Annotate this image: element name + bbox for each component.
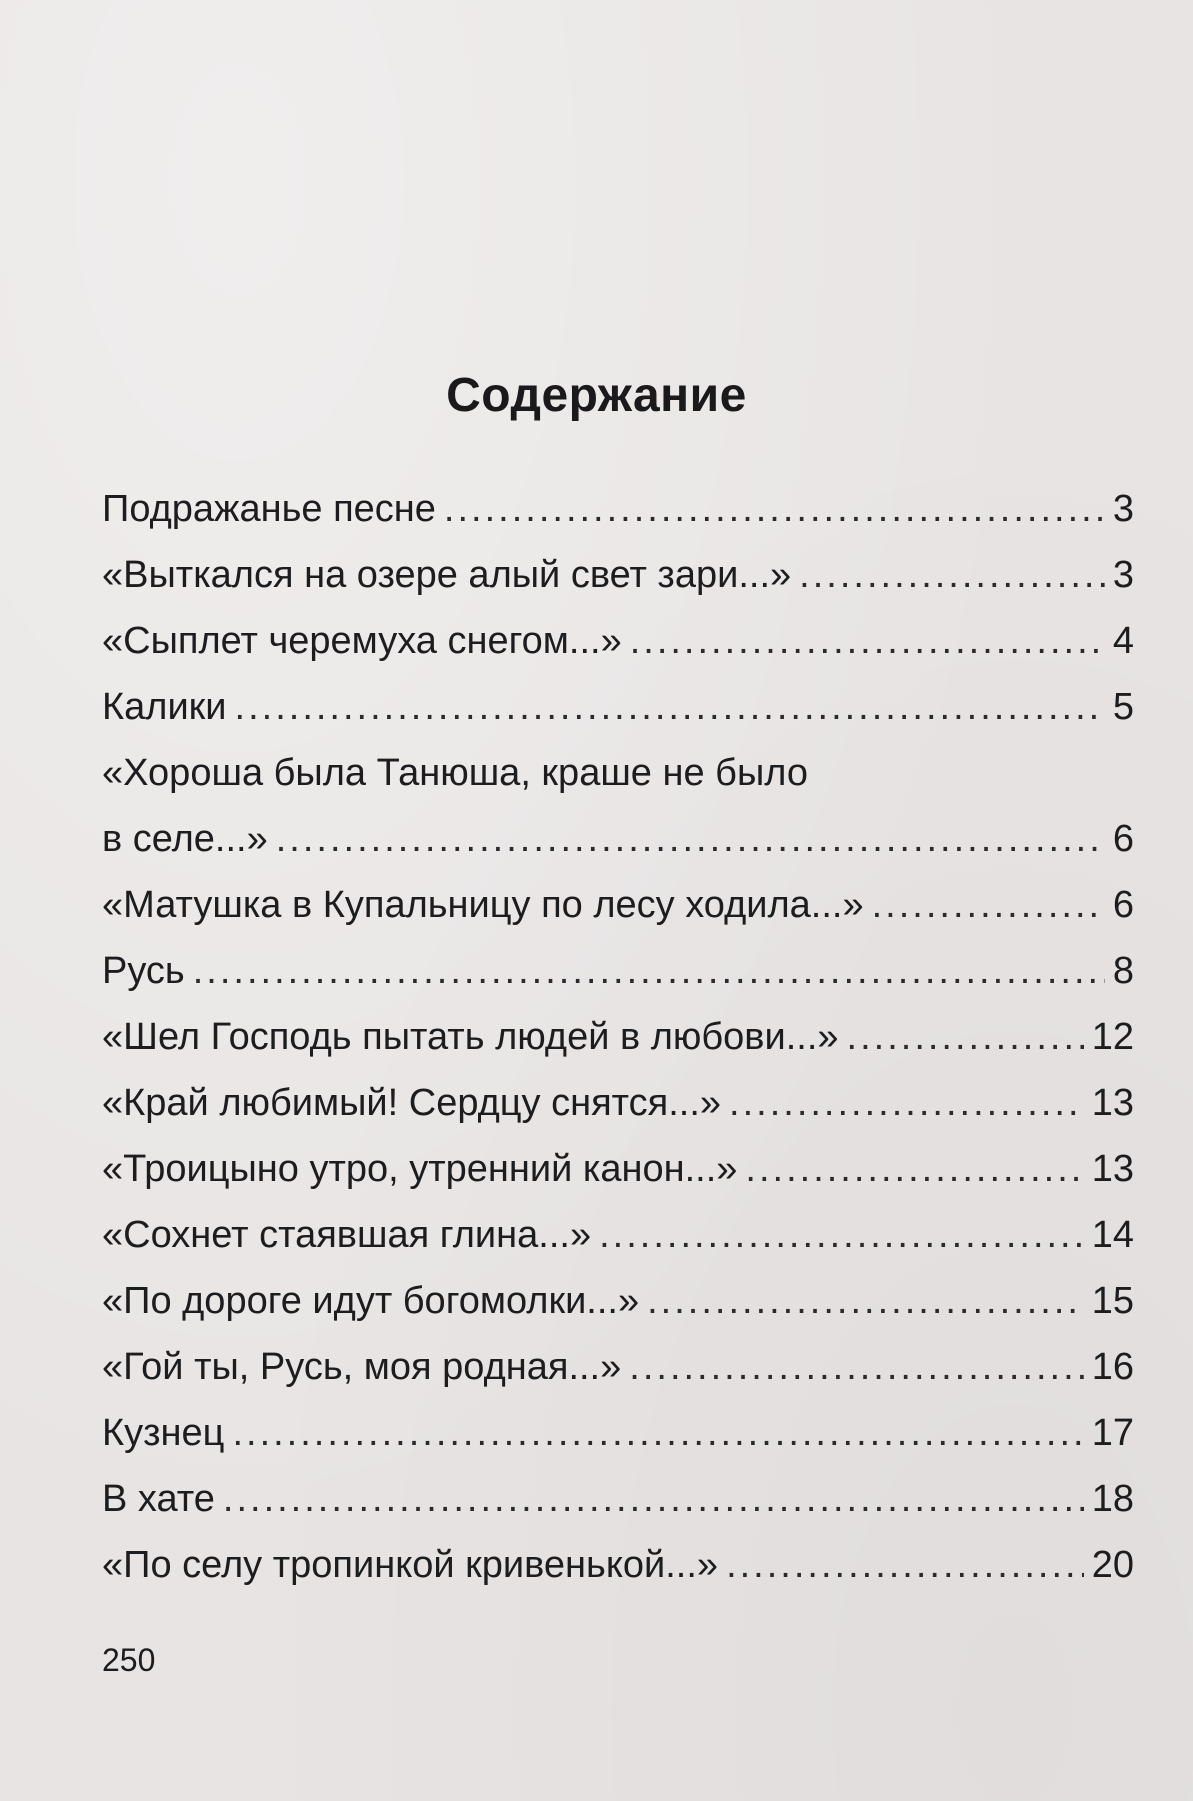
toc-entry-title: «Шел Господь пытать людей в любови...» <box>102 1016 839 1058</box>
dot-leader <box>444 476 1105 542</box>
dot-leader <box>647 1268 1084 1334</box>
toc-entry <box>102 1532 1134 1598</box>
toc-entry-page: 14 <box>1091 1214 1134 1256</box>
dot-leader <box>232 1400 1083 1466</box>
toc-entry-title: Калики <box>102 686 227 728</box>
dot-leader <box>872 872 1105 938</box>
page-number: 250 <box>102 1642 156 1678</box>
dot-leader <box>847 1004 1084 1070</box>
toc-entry-title: «Гой ты, Русь, моя родная...» <box>102 1346 622 1388</box>
toc-entry-page: 8 <box>1112 950 1134 992</box>
toc-entry-page: 16 <box>1091 1346 1134 1388</box>
toc-entry <box>102 872 1134 938</box>
toc-entry <box>102 1136 1134 1202</box>
toc-entry <box>102 1070 1134 1136</box>
toc-entry <box>102 740 1134 872</box>
toc-entry-title: «Сыплет черемуха снегом...» <box>102 620 622 662</box>
toc-entry <box>102 608 1134 674</box>
toc-entry <box>102 1268 1134 1334</box>
dot-leader <box>193 938 1105 1004</box>
dot-leader <box>799 542 1105 608</box>
toc-entry-line <box>102 806 1134 872</box>
toc-entry-page: 13 <box>1091 1082 1134 1124</box>
dot-leader <box>223 1466 1084 1532</box>
toc-entry-title: Подражанье песне <box>102 488 436 530</box>
toc-entry-page: 12 <box>1091 1016 1134 1058</box>
toc-entry-page: 6 <box>1112 818 1134 860</box>
dot-leader <box>630 608 1105 674</box>
toc-entry-page: 20 <box>1091 1544 1134 1586</box>
dot-leader <box>599 1202 1084 1268</box>
toc-entry-page: 15 <box>1091 1280 1134 1322</box>
toc-entry-title: «По дороге идут богомолки...» <box>102 1280 640 1322</box>
toc-entry-title: «Край любимый! Сердцу снятся...» <box>102 1082 722 1124</box>
toc-entry-title: «Сохнет стаявшая глина...» <box>102 1214 592 1256</box>
dot-leader <box>235 674 1105 740</box>
toc-entry-page: 6 <box>1112 884 1134 926</box>
table-of-contents <box>102 476 1134 1598</box>
toc-entry-title: «Матушка в Купальницу по лесу ходила...» <box>102 884 864 926</box>
toc-entry-title: Кузнец <box>102 1412 225 1454</box>
toc-entry <box>102 1004 1134 1070</box>
toc-entry-page: 5 <box>1112 686 1134 728</box>
dot-leader <box>276 806 1105 872</box>
toc-entry-page: 4 <box>1112 620 1134 662</box>
toc-entry-title: «Троицыно утро, утренний канон...» <box>102 1148 738 1190</box>
toc-entry-title: «Выткался на озере алый свет зари...» <box>102 554 792 596</box>
toc-entry <box>102 1202 1134 1268</box>
toc-entry <box>102 674 1134 740</box>
toc-entry-title-continued: в селе...» <box>102 818 268 860</box>
dot-leader <box>729 1070 1084 1136</box>
dot-leader <box>726 1532 1084 1598</box>
toc-entry-page: 13 <box>1091 1148 1134 1190</box>
toc-entry <box>102 1466 1134 1532</box>
toc-entry-page: 18 <box>1091 1478 1134 1520</box>
toc-entry <box>102 1400 1134 1466</box>
toc-entry-title: «По селу тропинкой кривенькой...» <box>102 1544 719 1586</box>
toc-entry-page: 3 <box>1112 488 1134 530</box>
toc-entry-page: 17 <box>1091 1412 1134 1454</box>
toc-entry-title: В хате <box>102 1478 215 1520</box>
toc-entry-line <box>102 740 1134 806</box>
toc-entry-title: Русь <box>102 950 185 992</box>
dot-leader <box>745 1136 1083 1202</box>
dot-leader <box>629 1334 1083 1400</box>
toc-entry <box>102 1334 1134 1400</box>
toc-entry <box>102 938 1134 1004</box>
toc-entry-page: 3 <box>1112 554 1134 596</box>
toc-entry-title: «Хороша была Танюша, краше не было <box>102 752 808 794</box>
toc-entry <box>102 542 1134 608</box>
toc-entry <box>102 476 1134 542</box>
contents-heading: Содержание <box>446 369 747 422</box>
